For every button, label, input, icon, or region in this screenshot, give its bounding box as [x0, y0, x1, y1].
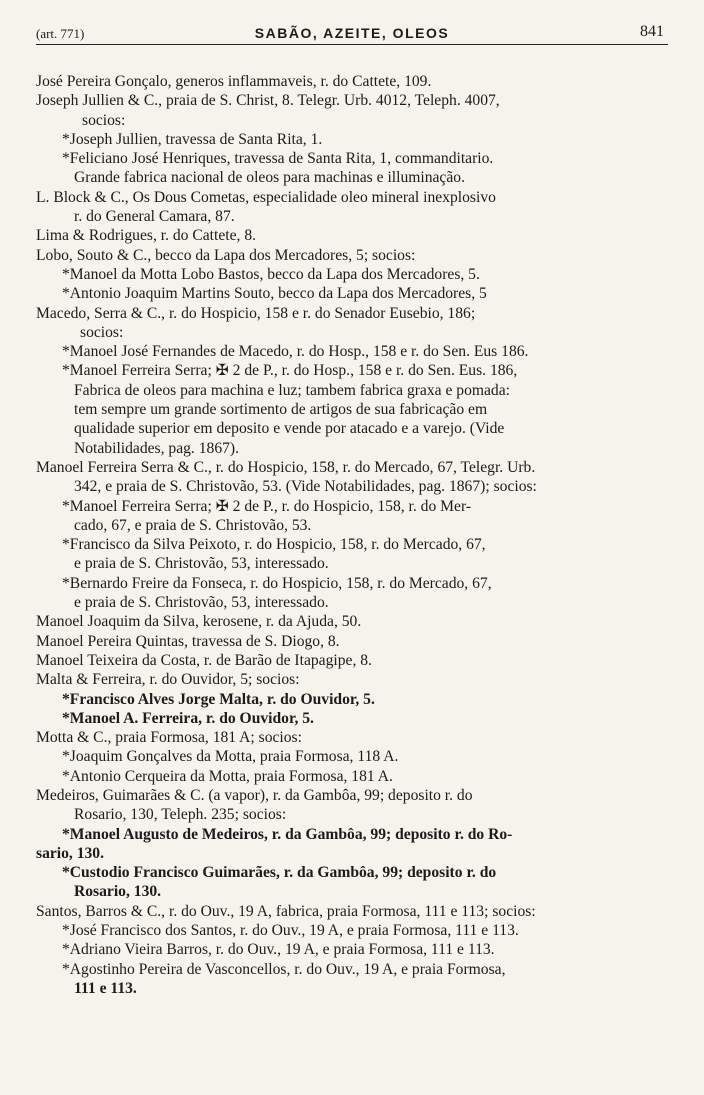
page-header	[36, 22, 668, 45]
entry-line: *Bernardo Freire da Fonseca, r. do Hospicio, 158, r. do Mercado, 67,	[62, 574, 492, 592]
entry-line: tem sempre um grande sortimento de artigos de sua fabricação em	[74, 401, 488, 419]
entry-line: *Agostinho Pereira de Vasconcellos, r. do Ouv., 19 A, e praia Formosa,	[62, 960, 506, 978]
entry-line: Joseph Jullien & C., praia de S. Christ, 8. Telegr. Urb. 4012, Teleph. 4007,	[36, 92, 500, 110]
entry-line: cado, 67, e praia de S. Christovão, 53.	[74, 516, 312, 534]
entry-line: Rosario, 130.	[74, 883, 162, 901]
entry-line: *Manoel José Fernandes de Macedo, r. do Hosp., 158 e r. do Sen. Eus 186.	[62, 343, 529, 361]
entry-line: Manoel Ferreira Serra & C., r. do Hospicio, 158, r. do Mercado, 67, Telegr. Urb.	[36, 458, 536, 476]
entry-line: L. Block & C., Os Dous Cometas, especialidade oleo mineral inexplosivo	[36, 188, 496, 206]
entry-line: Grande fabrica nacional de oleos para machinas e illuminação.	[74, 169, 465, 187]
page-number: 841	[640, 23, 664, 40]
entry-line: *Manoel Augusto de Medeiros, r. da Gambôa, 99; deposito r. do Ro-	[62, 825, 513, 843]
entry-line: Fabrica de oleos para machina e luz; tambem fabrica graxa e pomada:	[74, 381, 510, 399]
entry-line: *Manoel Ferreira Serra; ✠ 2 de P., r. do Hospicio, 158, r. do Mer-	[62, 497, 472, 515]
entry-line: qualidade superior em deposito e vende por atacado e a varejo. (Vide	[74, 420, 505, 438]
entry-line: Malta & Ferreira, r. do Ouvidor, 5; socios:	[36, 671, 300, 689]
entry-line: socios:	[82, 111, 126, 129]
entry-line: Notabilidades, pag. 1867).	[74, 439, 239, 457]
entry-line: *Manoel A. Ferreira, r. do Ouvidor, 5.	[62, 709, 314, 727]
article-reference: (art. 771)	[36, 26, 85, 41]
entry-line: *Joseph Jullien, travessa de Santa Rita, 1.	[62, 130, 323, 148]
entry-line: *Adriano Vieira Barros, r. do Ouv., 19 A, e praia Formosa, 111 e 113.	[62, 941, 495, 959]
entry-line: Motta & C., praia Formosa, 181 A; socios:	[36, 729, 302, 747]
entry-line: r. do General Camara, 87.	[74, 208, 235, 226]
entry-line: Manoel Pereira Quintas, travessa de S. Diogo, 8.	[36, 632, 340, 650]
entry-line: Rosario, 130, Teleph. 235; socios:	[74, 806, 287, 824]
entry-line: *Custodio Francisco Guimarães, r. da Gambôa, 99; deposito r. do	[62, 864, 497, 882]
entry-line: e praia de S. Christovão, 53, interessado.	[74, 555, 329, 573]
entry-line: *Francisco Alves Jorge Malta, r. do Ouvidor, 5.	[62, 690, 375, 708]
entry-line: *José Francisco dos Santos, r. do Ouv., 19 A, e praia Formosa, 111 e 113.	[62, 922, 519, 940]
entry-line: Manoel Joaquim da Silva, kerosene, r. da Ajuda, 50.	[36, 613, 362, 631]
entry-line: sario, 130.	[36, 844, 105, 862]
entry-line: *Manoel Ferreira Serra; ✠ 2 de P., r. do Hosp., 158 e r. do Sen. Eus. 186,	[62, 362, 518, 380]
entry-line: Manoel Teixeira da Costa, r. de Barão de Itapagipe, 8.	[36, 651, 372, 669]
entry-line: e praia de S. Christovão, 53, interessado.	[74, 594, 329, 612]
running-title: SABÃO, AZEITE, OLEOS	[254, 25, 450, 41]
entry-line: *Antonio Joaquim Martins Souto, becco da Lapa dos Mercadores, 5	[62, 285, 487, 303]
entry-line: José Pereira Gonçalo, generos inflammaveis, r. do Cattete, 109.	[36, 73, 432, 90]
entry-line: *Manoel da Motta Lobo Bastos, becco da Lapa dos Mercadores, 5.	[62, 265, 480, 283]
entry-line: Macedo, Serra & C., r. do Hospicio, 158 e r. do Senador Eusebio, 186;	[36, 304, 476, 322]
entry-line: 342, e praia de S. Christovão, 53. (Vide Notabilidades, pag. 1867); socios:	[74, 478, 537, 496]
entry-line: *Francisco da Silva Peixoto, r. do Hospicio, 158, r. do Mercado, 67,	[62, 536, 486, 554]
directory-entries	[36, 72, 668, 998]
entry-line: *Antonio Cerqueira da Motta, praia Formosa, 181 A.	[62, 767, 393, 785]
entry-line: Lobo, Souto & C., becco da Lapa dos Mercadores, 5; socios:	[36, 246, 416, 264]
entry-line: *Feliciano José Henriques, travessa de Santa Rita, 1, commanditario.	[62, 150, 494, 168]
entry-line: *Joaquim Gonçalves da Motta, praia Formosa, 118 A.	[62, 748, 399, 766]
entry-line: 111 e 113.	[74, 979, 137, 997]
entry-line: Lima & Rodrigues, r. do Cattete, 8.	[36, 227, 257, 245]
entry-line: Santos, Barros & C., r. do Ouv., 19 A, fabrica, praia Formosa, 111 e 113; socios:	[36, 902, 536, 920]
entry-line: Medeiros, Guimarães & C. (a vapor), r. da Gambôa, 99; deposito r. do	[36, 786, 473, 804]
entry-line: socios:	[80, 323, 124, 341]
